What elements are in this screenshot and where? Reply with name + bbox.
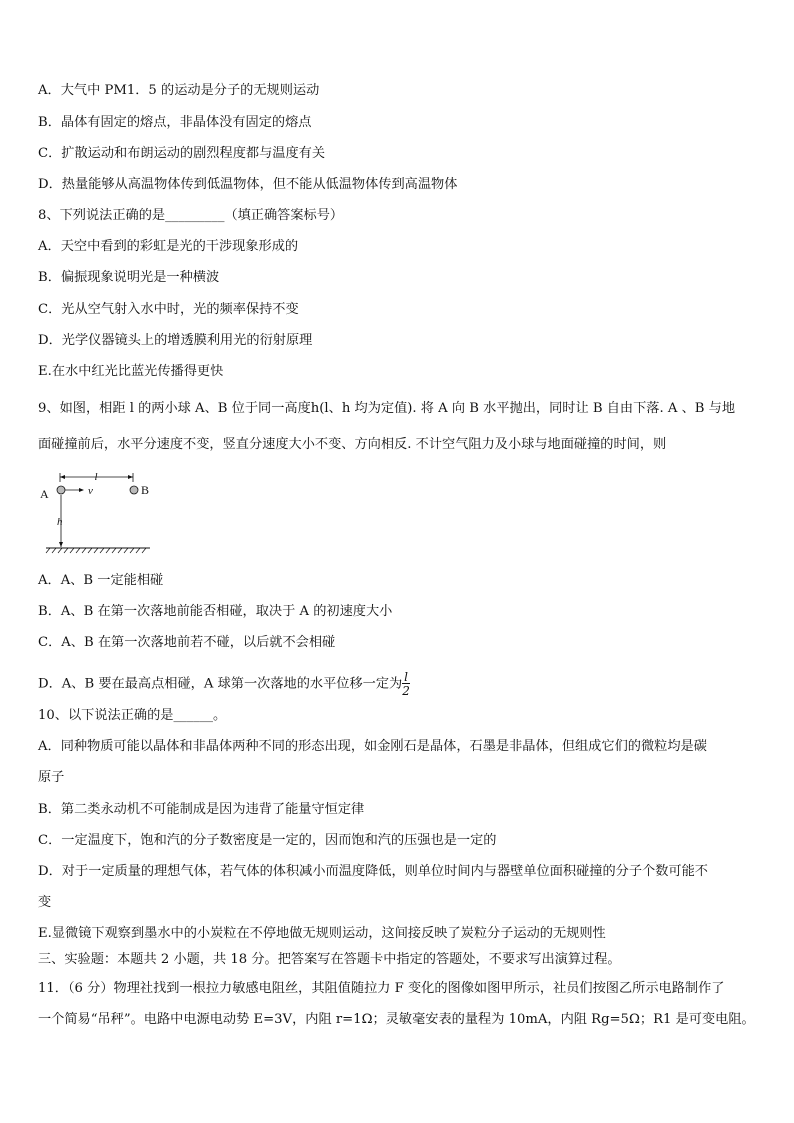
q9-option-d-text: D．A、B 要在最高点相碰，A 球第一次落地的水平位移一定为 bbox=[38, 676, 403, 692]
q10-option-d-line1: D．对于一定质量的理想气体，若气体的体积减小而温度降低，则单位时间内与器壁单位面积碰撞的分子个数可能不 bbox=[38, 864, 708, 879]
q7-option-b: B．晶体有固定的熔点，非晶体没有固定的熔点 bbox=[38, 115, 312, 130]
ball-a bbox=[57, 486, 65, 494]
q8-option-e: E.在水中红光比蓝光传播得更快 bbox=[38, 364, 224, 379]
q7-option-d: D．热量能够从高温物体传到低温物体，但不能从低温物体传到高温物体 bbox=[38, 177, 458, 192]
q10-option-a-line1: A．同种物质可能以晶体和非晶体两种不同的形态出现，如金刚石是晶体，石墨是非晶体，但组成它们的微粒均是碳 bbox=[38, 739, 707, 754]
q10-option-e: E.显微镜下观察到墨水中的小炭粒在不停地做无规则运动，这间接反映了炭粒分子运动的无规则性 bbox=[38, 926, 606, 941]
q7-option-a: A．大气中 PM1．5 的运动是分子的无规则运动 bbox=[38, 83, 320, 98]
q9-stem-line2: 面碰撞前后，水平分速度不变，竖直分速度大小不变、方向相反. 不计空气阻力及小球与地面碰撞的时间，则 bbox=[38, 437, 667, 452]
q9-stem-line1: 9、如图，相距 l 的两小球 A、B 位于同一高度h(l、h 均为定值). 将 A 向 B 水平抛出，同时让 B 自由下落. A 、B 与地 bbox=[38, 401, 736, 416]
q9-option-d bbox=[38, 671, 758, 697]
q11-line1: 11．（6 分）物理社找到一根拉力敏感电阻丝，其阻值随拉力 F 变化的图像如图甲所示，社员们按图乙所示电路制作了 bbox=[38, 981, 725, 996]
q9-option-b: B．A、B 在第一次落地前能否相碰，取决于 A 的初速度大小 bbox=[38, 604, 393, 619]
q7-option-c: C．扩散运动和布朗运动的剧烈程度都与温度有关 bbox=[38, 146, 326, 161]
q9-option-c: C．A、B 在第一次落地前若不碰，以后就不会相碰 bbox=[38, 635, 336, 650]
label-l: l bbox=[94, 471, 98, 483]
q9-figure bbox=[38, 470, 168, 555]
q10-option-a-line2: 原子 bbox=[38, 770, 65, 785]
q10-stem: 10、以下说法正确的是______。 bbox=[38, 708, 227, 723]
q8-option-d: D．光学仪器镜头上的增透膜利用光的衍射原理 bbox=[38, 333, 313, 348]
q10-option-d-line2: 变 bbox=[38, 895, 52, 910]
q10-option-b: B．第二类永动机不可能制成是因为违背了能量守恒定律 bbox=[38, 802, 365, 817]
q9-option-a: A．A、B 一定能相碰 bbox=[38, 573, 164, 588]
q11-line2: 一个简易“吊秤”。电路中电源电动势 E=3V，内阻 r=1Ω；灵敏毫安表的量程为 10mA，内阻 Rg=5Ω；R1 是可变电阻。 bbox=[38, 1012, 755, 1027]
q8-option-c: C．光从空气射入水中时，光的频率保持不变 bbox=[38, 302, 299, 317]
label-a: A bbox=[40, 487, 49, 501]
q8-stem: 8、下列说法正确的是_________（填正确答案标号） bbox=[38, 208, 344, 223]
q8-option-a: A．天空中看到的彩虹是光的干涉现象形成的 bbox=[38, 239, 299, 254]
ground-hatch bbox=[46, 548, 146, 553]
fraction-l-over-2: $\frac{l}{2}$ bbox=[402, 670, 410, 698]
ball-b bbox=[130, 486, 138, 494]
label-h: h bbox=[57, 516, 63, 528]
label-b: B bbox=[141, 483, 150, 497]
q10-option-c: C．一定温度下，饱和汽的分子数密度是一定的，因而饱和汽的压强也是一定的 bbox=[38, 833, 497, 848]
q8-option-b: B．偏振现象说明光是一种横波 bbox=[38, 270, 220, 285]
section3-title: 三、实验题：本题共 2 小题，共 18 分。把答案写在答题卡中指定的答题处，不要求写出演算过程。 bbox=[38, 952, 621, 967]
label-v: v bbox=[88, 485, 93, 497]
